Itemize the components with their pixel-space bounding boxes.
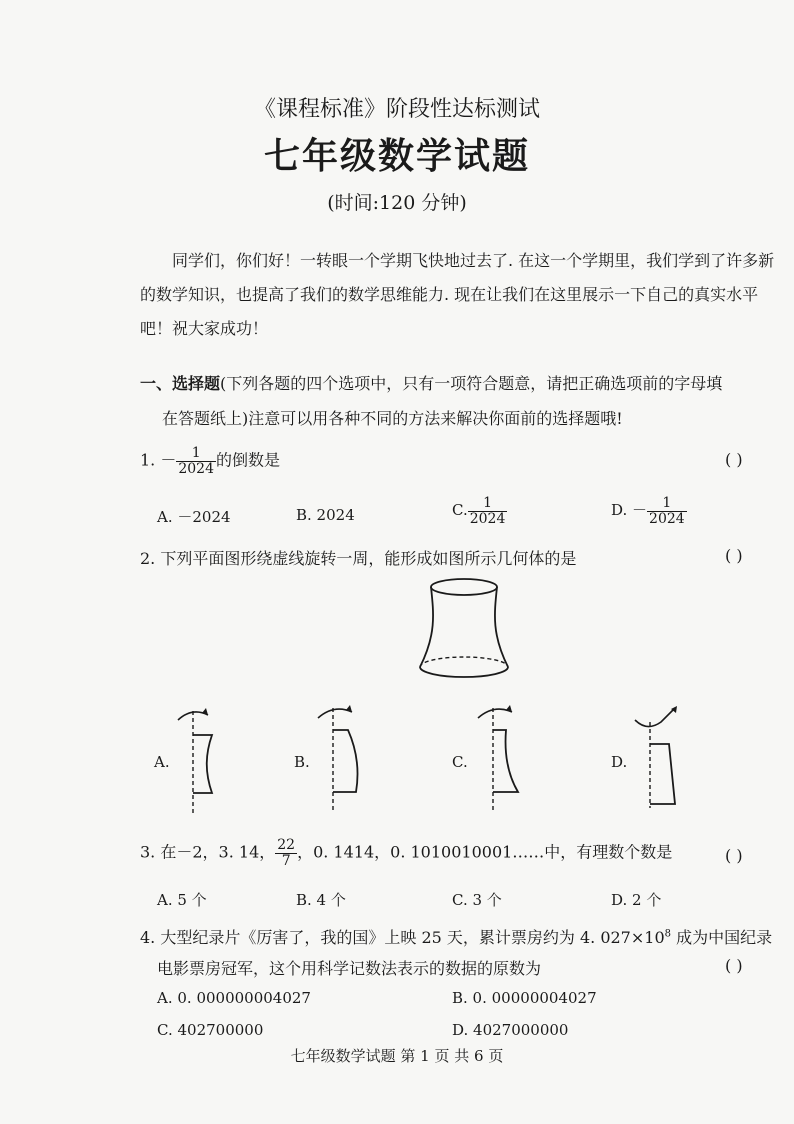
q3-fraction [275, 838, 297, 868]
section1-instruction-2: 在答题纸上)注意可以用各种不同的方法来解决你面前的选择题哦! [162, 409, 623, 428]
q1-answer-paren[interactable]: ( ) [725, 450, 743, 469]
q3-frac-num: 22 [277, 837, 296, 853]
q4-line1-prefix: 4. 大型纪录片《厉害了，我的国》上映 25 天，累计票房约为 4. 027×10 [140, 928, 665, 947]
exam-title: 七年级数学试题 [263, 135, 530, 177]
q4-option-b[interactable]: B. 0. 00000004027 [452, 989, 597, 1007]
exam-time: (时间:120 分钟) [327, 192, 467, 214]
page-footer: 七年级数学试题 第 1 页 共 6 页 [290, 1047, 504, 1065]
q4-answer-paren[interactable]: ( ) [725, 956, 743, 975]
section1-instruction-1: (下列各题的四个选项中，只有一项符合题意，请把正确选项前的字母填 [220, 374, 723, 393]
q1-c-label: C. [452, 501, 468, 520]
q1-d-fraction [647, 496, 687, 526]
section1-heading: 一、选择题 [140, 374, 221, 393]
q4-option-d[interactable]: D. 4027000000 [452, 1021, 569, 1039]
section1-line1 [140, 371, 722, 394]
q2-option-b[interactable]: B. [294, 753, 310, 771]
q1-option-b[interactable]: B. 2024 [296, 506, 355, 524]
q1-frac-den: 2024 [178, 460, 214, 477]
q1-d-label: D. － [611, 501, 648, 520]
intro-paragraph: 同学们，你们好！一转眼一个学期飞快地过去了. 在这一个学期里，我们学到了许多新的数学知识，也提高了我们的数学思维能力. 现在让我们在这里展示一下自己的真实水平吧！祝大家成功！ [140, 251, 775, 338]
q1-prefix: 1. － [140, 450, 177, 470]
q3-prefix: 3. 在－2，3. 14， [140, 842, 276, 862]
q1-d-den: 2024 [649, 510, 685, 527]
q2-shape-d [625, 700, 695, 815]
q1-option-d[interactable] [611, 496, 687, 526]
q4-line1-suffix: 成为中国纪录 [671, 928, 773, 947]
q2-solid-figure [400, 575, 540, 685]
q3-stem [140, 838, 672, 868]
q1-suffix: 的倒数是 [216, 450, 281, 470]
q3-option-b[interactable]: B. 4 个 [296, 891, 346, 909]
q3-answer-paren[interactable]: ( ) [725, 846, 743, 865]
q2-stem: 2. 下列平面图形绕虚线旋转一周，能形成如图所示几何体的是 [140, 549, 577, 568]
q2-option-d[interactable]: D. [611, 753, 628, 771]
q1-c-num: 1 [468, 496, 508, 512]
q2-shape-a [170, 705, 230, 815]
q1-c-fraction [468, 496, 508, 526]
q1-fraction [176, 446, 216, 476]
q3-option-a[interactable]: A. 5 个 [157, 891, 207, 909]
q2-shape-b [310, 700, 380, 815]
q4-stem-line1 [140, 925, 772, 948]
q3-suffix: ，0. 1414，0. 1010010001……中，有理数个数是 [297, 842, 673, 862]
q4-option-a[interactable]: A. 0. 000000004027 [157, 989, 311, 1007]
q4-stem-line2: 电影票房冠军，这个用科学记数法表示的数据的原数为 [157, 959, 542, 978]
q2-option-c[interactable]: C. [452, 753, 468, 771]
q1-d-num: 1 [647, 496, 687, 512]
q3-option-d[interactable]: D. 2 个 [611, 891, 662, 909]
q1-stem [140, 446, 280, 476]
q1-option-c[interactable] [452, 496, 507, 526]
q1-option-a[interactable]: A. －2024 [157, 508, 231, 526]
q1-frac-num: 1 [176, 446, 216, 462]
exam-subtitle: 《课程标准》阶段性达标测试 [253, 97, 540, 122]
q2-shape-c [470, 700, 540, 815]
q1-c-den: 2024 [469, 510, 506, 527]
q4-exponent: 8 [664, 928, 672, 940]
q3-option-c[interactable]: C. 3 个 [452, 891, 502, 909]
q4-option-c[interactable]: C. 402700000 [157, 1021, 264, 1039]
q3-frac-den: 7 [281, 852, 291, 869]
q2-answer-paren[interactable]: ( ) [725, 546, 743, 565]
q2-option-a[interactable]: A. [154, 753, 170, 771]
